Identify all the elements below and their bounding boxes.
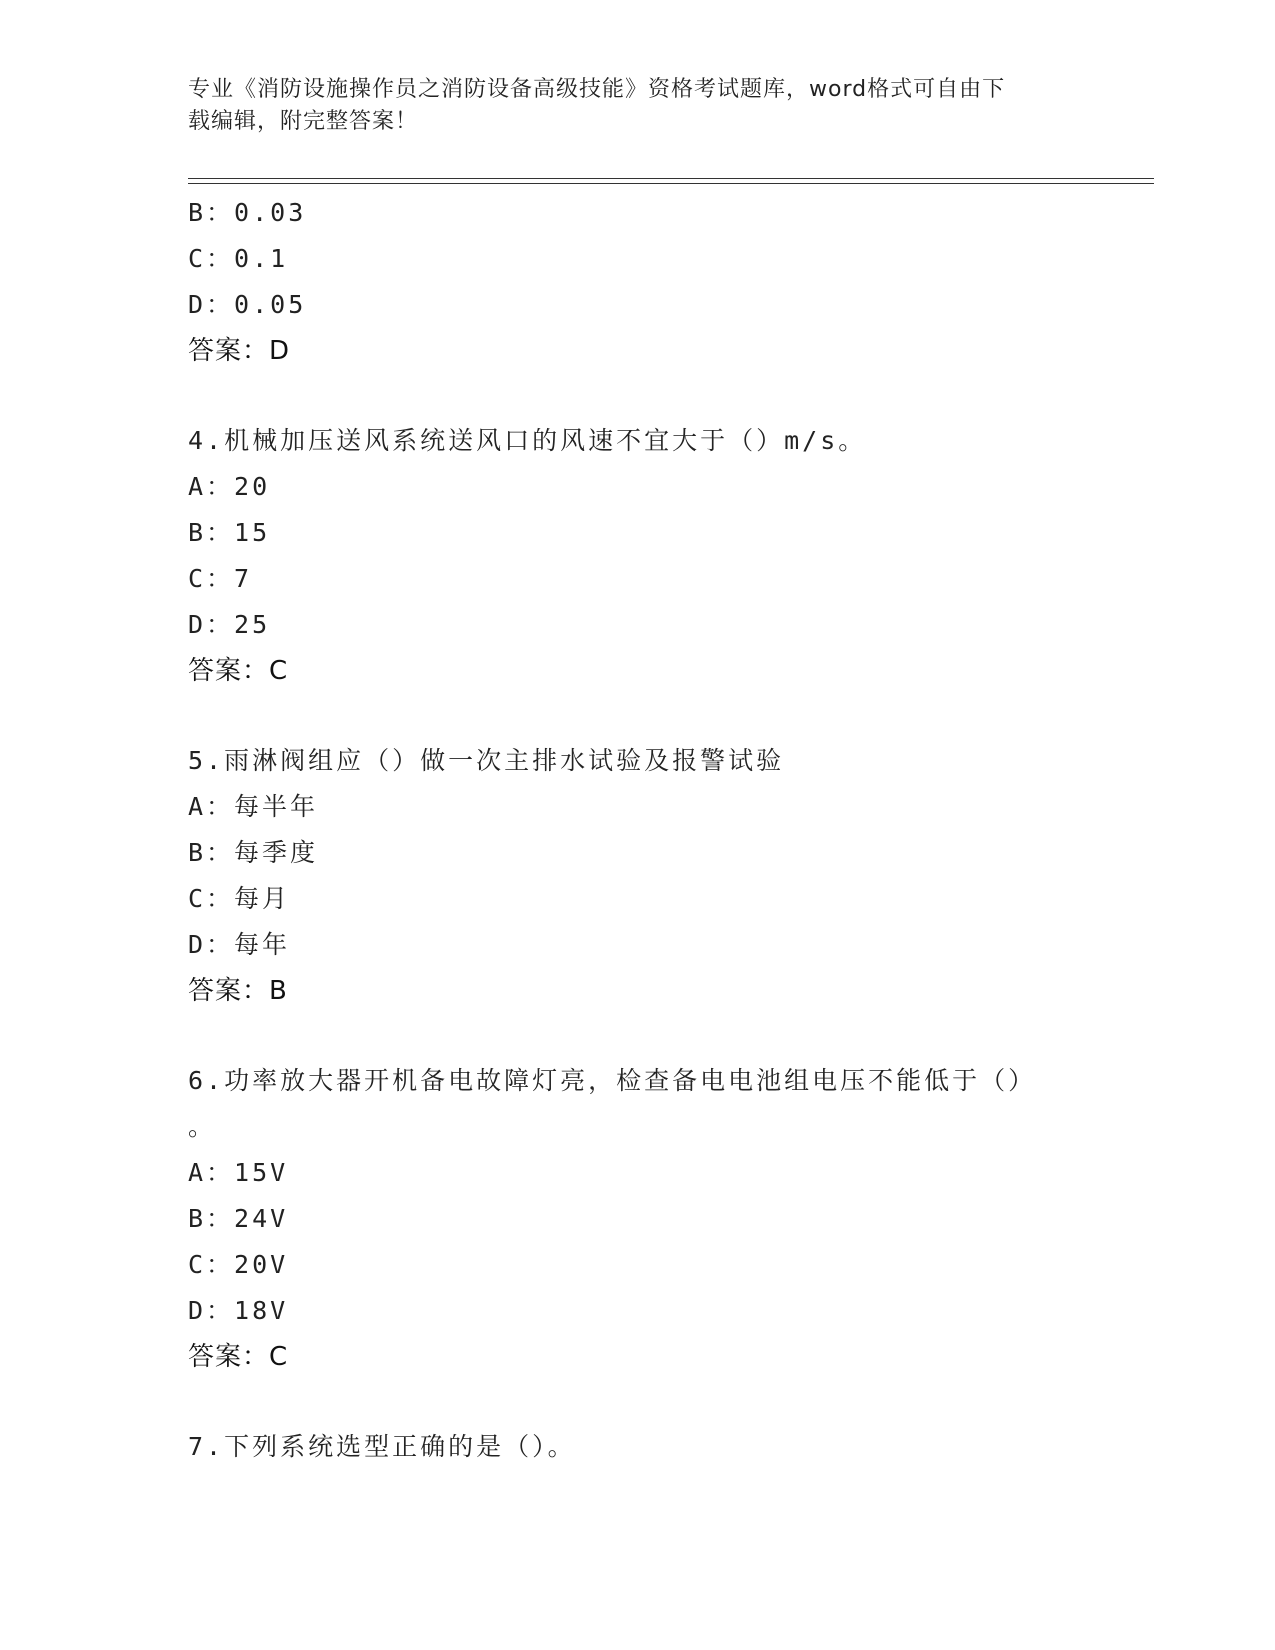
option-d: D：25 <box>188 610 271 639</box>
header-line-2: 载编辑，附完整答案！ <box>188 109 419 134</box>
option-a: A：每半年 <box>188 792 319 821</box>
question-stem: 6.功率放大器开机备电故障灯亮，检查备电电池组电压不能低于（） <box>188 1066 1037 1095</box>
answer: 答案：B <box>188 976 288 1006</box>
option-d: D：18V <box>188 1296 289 1325</box>
answer: 答案：C <box>188 656 289 686</box>
option-a: A：15V <box>188 1158 289 1187</box>
spacer <box>188 1380 1088 1424</box>
option-d: D：每年 <box>188 930 291 959</box>
option-c: C：7 <box>188 564 253 593</box>
question-3-tail <box>188 190 1088 374</box>
answer: 答案：C <box>188 1342 289 1372</box>
document-header <box>188 74 1068 138</box>
option-b: B：每季度 <box>188 838 319 867</box>
question-stem: 4.机械加压送风系统送风口的风速不宜大于（）m/s。 <box>188 426 867 455</box>
option-c: C：20V <box>188 1250 289 1279</box>
option-d: D：0.05 <box>188 290 307 319</box>
spacer <box>188 1014 1088 1058</box>
option-b: B：0.03 <box>188 198 307 227</box>
question-6 <box>188 1058 1088 1380</box>
option-b: B：15 <box>188 518 271 547</box>
question-4 <box>188 418 1088 694</box>
header-line-1: 专业《消防设施操作员之消防设备高级技能》资格考试题库，word格式可自由下 <box>188 77 1006 102</box>
spacer <box>188 694 1088 738</box>
question-stem-continuation: 。 <box>188 1112 217 1141</box>
header-divider-top <box>188 178 1154 179</box>
question-7 <box>188 1424 1088 1470</box>
spacer <box>188 374 1088 418</box>
header-divider-bottom <box>188 183 1154 184</box>
question-stem: 5.雨淋阀组应（）做一次主排水试验及报警试验 <box>188 746 785 775</box>
answer: 答案：D <box>188 336 291 366</box>
option-c: C：每月 <box>188 884 291 913</box>
option-b: B：24V <box>188 1204 289 1233</box>
question-5 <box>188 738 1088 1014</box>
option-c: C：0.1 <box>188 244 289 273</box>
question-stem: 7.下列系统选型正确的是（）。 <box>188 1432 576 1461</box>
option-a: A：20 <box>188 472 271 501</box>
question-list <box>188 190 1088 1470</box>
